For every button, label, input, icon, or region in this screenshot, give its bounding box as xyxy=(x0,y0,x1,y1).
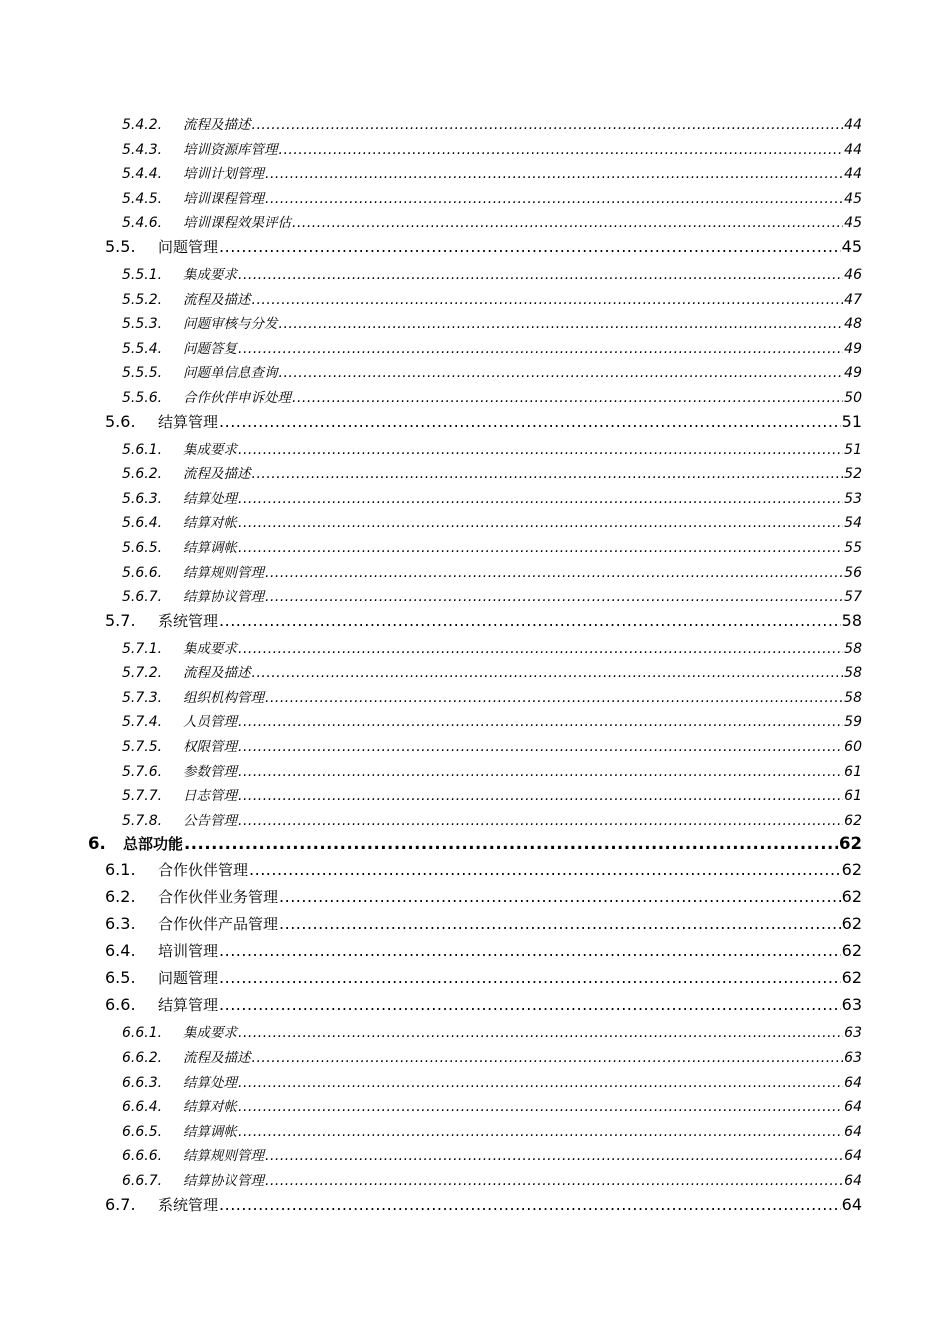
toc-entry[interactable] xyxy=(0,913,950,940)
toc-entry-page-number: 60 xyxy=(844,739,862,756)
toc-entry-number: 6.6.1. xyxy=(122,1025,163,1042)
toc-dot-leader xyxy=(184,834,838,853)
toc-entry-number: 6.4. xyxy=(105,941,136,961)
toc-entry-number: 5.5.1. xyxy=(122,266,163,283)
toc-entry-title: 问题管理 xyxy=(158,969,219,988)
toc-entry[interactable] xyxy=(0,686,950,711)
toc-dot-leader xyxy=(238,1124,843,1140)
toc-entry-page-number: 62 xyxy=(841,860,862,880)
toc-entry-number: 5.4.4. xyxy=(122,166,163,183)
toc-entry-page-number: 50 xyxy=(844,389,862,406)
toc-entry-page-number: 44 xyxy=(844,117,862,133)
toc-entry-page-number: 62 xyxy=(841,887,862,907)
toc-entry-page-number: 52 xyxy=(844,466,862,483)
toc-entry-number: 5.5.4. xyxy=(122,340,163,357)
toc-dot-leader xyxy=(219,995,841,1014)
toc-entry[interactable] xyxy=(0,833,950,859)
toc-entry[interactable] xyxy=(0,411,950,438)
toc-entry-title: 组织机构管理 xyxy=(183,689,264,706)
toc-entry-page-number: 64 xyxy=(844,1099,862,1116)
toc-entry-page-number: 58 xyxy=(844,689,862,706)
toc-dot-leader xyxy=(238,540,843,556)
toc-entry-page-number: 58 xyxy=(844,640,862,657)
toc-entry-number: 6.6.6. xyxy=(122,1148,163,1165)
toc-entry-title: 流程及描述 xyxy=(183,466,251,483)
toc-entry-page-number: 45 xyxy=(841,236,862,256)
toc-entry-title: 合作伙伴申诉处理 xyxy=(183,389,291,406)
toc-entry-title: 权限管理 xyxy=(183,739,237,756)
toc-entry-number: 5.5. xyxy=(105,236,136,256)
toc-entry-title: 培训课程效果评估 xyxy=(183,215,291,232)
toc-entry-number: 6.7. xyxy=(105,1194,136,1214)
toc-entry-title: 结算对帐 xyxy=(183,515,237,532)
toc-entry[interactable] xyxy=(0,312,950,337)
toc-entry-number: 6.1. xyxy=(105,860,136,880)
toc-entry-number: 5.4.6. xyxy=(122,215,163,232)
toc-entry-number: 5.6.4. xyxy=(122,515,163,532)
toc-entry[interactable] xyxy=(0,487,950,512)
toc-entry-title: 结算协议管理 xyxy=(183,1173,264,1189)
toc-entry-page-number: 51 xyxy=(844,441,862,458)
toc-dot-leader xyxy=(252,1050,844,1066)
toc-entry-page-number: 47 xyxy=(844,291,862,308)
toc-dot-leader xyxy=(238,515,843,531)
toc-entry-title: 合作伙伴管理 xyxy=(158,861,249,880)
toc-entry[interactable] xyxy=(0,361,950,386)
toc-entry-number: 6.6.5. xyxy=(122,1123,163,1140)
toc-entry[interactable] xyxy=(0,236,950,263)
toc-entry-title: 公告管理 xyxy=(183,812,237,829)
toc-dot-leader xyxy=(238,1099,843,1115)
toc-entry[interactable] xyxy=(0,1169,950,1194)
toc-entry-page-number: 57 xyxy=(844,589,862,606)
toc-entry-number: 5.4.5. xyxy=(122,190,163,207)
toc-dot-leader xyxy=(238,267,843,283)
toc-entry[interactable] xyxy=(0,809,950,834)
toc-entry-number: 6.6.4. xyxy=(122,1099,163,1116)
toc-entry[interactable] xyxy=(0,1144,950,1169)
toc-entry[interactable] xyxy=(0,187,950,212)
toc-entry-number: 5.4.3. xyxy=(122,141,163,158)
toc-entry-page-number: 55 xyxy=(844,539,862,556)
toc-entry-page-number: 45 xyxy=(844,215,862,232)
toc-dot-leader xyxy=(265,166,843,182)
toc-entry-title: 结算协议管理 xyxy=(183,589,264,606)
toc-entry-page-number: 56 xyxy=(844,564,862,581)
toc-entry-title: 流程及描述 xyxy=(183,665,251,682)
toc-entry-title: 结算管理 xyxy=(158,996,219,1015)
toc-entry-number: 5.5.6. xyxy=(122,389,163,406)
toc-entry-number: 5.7.3. xyxy=(122,689,163,706)
toc-entry-title: 结算规则管理 xyxy=(183,564,264,581)
toc-dot-leader xyxy=(219,412,841,431)
toc-entry-title: 合作伙伴产品管理 xyxy=(158,915,279,934)
toc-entry[interactable] xyxy=(0,735,950,760)
toc-entry-page-number: 62 xyxy=(841,914,862,934)
toc-dot-leader xyxy=(238,1025,843,1041)
toc-entry-title: 系统管理 xyxy=(158,1195,219,1214)
toc-dot-leader xyxy=(249,860,841,879)
toc-entry-page-number: 63 xyxy=(841,995,862,1015)
toc-dot-leader xyxy=(292,215,843,231)
toc-entry-title: 合作伙伴业务管理 xyxy=(158,888,279,907)
toc-dot-leader xyxy=(219,237,841,256)
toc-entry-page-number: 62 xyxy=(841,941,862,961)
toc-entry-number: 6.3. xyxy=(105,914,136,934)
toc-entry-title: 结算调帐 xyxy=(183,1123,237,1140)
toc-entry-title: 集成要求 xyxy=(183,441,237,458)
toc-entry[interactable] xyxy=(0,1071,950,1096)
toc-entry[interactable] xyxy=(0,263,950,288)
toc-dot-leader xyxy=(252,292,844,308)
toc-entry[interactable] xyxy=(0,760,950,785)
toc-entry-number: 5.5.3. xyxy=(122,316,163,333)
toc-entry[interactable] xyxy=(0,113,950,138)
toc-entry[interactable] xyxy=(0,337,950,362)
toc-dot-leader xyxy=(265,565,843,581)
toc-dot-leader xyxy=(252,466,844,482)
toc-entry-title: 培训资源库管理 xyxy=(183,141,278,158)
toc-entry-number: 5.6.2. xyxy=(122,466,163,483)
toc-entry-title: 流程及描述 xyxy=(183,291,251,308)
toc-entry-page-number: 61 xyxy=(844,763,862,780)
toc-entry-number: 5.7.2. xyxy=(122,665,163,682)
toc-dot-leader xyxy=(238,764,843,780)
toc-dot-leader xyxy=(219,1195,841,1214)
toc-entry-page-number: 44 xyxy=(844,141,862,158)
toc-entry-page-number: 59 xyxy=(844,714,862,731)
toc-entry-title: 集成要求 xyxy=(183,266,237,283)
toc-entry-title: 结算调帐 xyxy=(183,539,237,556)
toc-entry-page-number: 51 xyxy=(841,411,862,431)
toc-entry-title: 问题单信息查询 xyxy=(183,365,278,382)
toc-dot-leader xyxy=(238,641,843,657)
toc-dot-leader xyxy=(238,442,843,458)
toc-entry[interactable] xyxy=(0,386,950,411)
toc-entry-title: 结算处理 xyxy=(183,1074,237,1091)
toc-entry-title: 培训计划管理 xyxy=(183,166,264,183)
toc-dot-leader xyxy=(219,611,841,630)
toc-entry[interactable] xyxy=(0,967,950,994)
toc-entry-page-number: 49 xyxy=(844,340,862,357)
toc-entry-number: 5.5.5. xyxy=(122,365,163,382)
toc-entry[interactable] xyxy=(0,462,950,487)
toc-dot-leader xyxy=(279,365,844,381)
toc-entry-number: 6. xyxy=(88,834,106,854)
toc-entry-number: 5.6. xyxy=(105,411,136,431)
toc-entry-number: 5.7.8. xyxy=(122,812,163,829)
toc-dot-leader xyxy=(265,690,843,706)
toc-entry-number: 6.6.7. xyxy=(122,1173,163,1189)
toc-entry[interactable] xyxy=(0,710,950,735)
toc-entry[interactable] xyxy=(0,661,950,686)
toc-dot-leader xyxy=(265,589,843,605)
toc-entry-title: 参数管理 xyxy=(183,763,237,780)
toc-dot-leader xyxy=(238,1075,843,1091)
toc-entry[interactable] xyxy=(0,162,950,187)
toc-entry[interactable] xyxy=(0,994,950,1021)
toc-entry-number: 5.6.5. xyxy=(122,539,163,556)
toc-entry[interactable] xyxy=(0,288,950,313)
toc-entry-number: 6.6. xyxy=(105,995,136,1015)
toc-entry[interactable] xyxy=(0,886,950,913)
toc-entry-title: 培训管理 xyxy=(158,942,219,961)
toc-entry[interactable] xyxy=(0,1194,950,1221)
toc-dot-leader xyxy=(219,941,841,960)
toc-entry-number: 5.5.2. xyxy=(122,291,163,308)
toc-dot-leader xyxy=(238,341,843,357)
toc-entry[interactable] xyxy=(0,511,950,536)
toc-dot-leader xyxy=(265,191,843,207)
toc-entry[interactable] xyxy=(0,438,950,463)
toc-dot-leader xyxy=(292,390,843,406)
toc-dot-leader xyxy=(252,117,844,133)
toc-entry-page-number: 58 xyxy=(841,610,862,630)
toc-entry-number: 5.7.7. xyxy=(122,788,163,805)
toc-entry-page-number: 61 xyxy=(844,788,862,805)
toc-entry-title: 人员管理 xyxy=(183,714,237,731)
toc-entry-number: 5.7. xyxy=(105,610,136,630)
toc-dot-leader xyxy=(265,1148,843,1164)
toc-dot-leader xyxy=(265,1173,843,1189)
toc-entry-page-number: 44 xyxy=(844,166,862,183)
toc-entry-number: 6.5. xyxy=(105,968,136,988)
toc-dot-leader xyxy=(252,665,844,681)
toc-dot-leader xyxy=(238,491,843,507)
toc-entry[interactable] xyxy=(0,536,950,561)
toc-entry[interactable] xyxy=(0,1095,950,1120)
toc-entry-title: 问题审核与分发 xyxy=(183,316,278,333)
toc-entry-page-number: 64 xyxy=(844,1123,862,1140)
toc-entry-number: 5.7.6. xyxy=(122,763,163,780)
toc-dot-leader xyxy=(219,968,841,987)
toc-entry-number: 5.6.7. xyxy=(122,589,163,606)
toc-entry-title: 问题管理 xyxy=(158,237,219,256)
toc-entry-number: 5.7.1. xyxy=(122,640,163,657)
toc-entry-page-number: 48 xyxy=(844,316,862,333)
toc-dot-leader xyxy=(238,714,843,730)
toc-entry-title: 日志管理 xyxy=(183,788,237,805)
toc-entry[interactable] xyxy=(0,211,950,236)
toc-entry-page-number: 49 xyxy=(844,365,862,382)
toc-entry-page-number: 45 xyxy=(844,190,862,207)
toc-entry-title: 结算规则管理 xyxy=(183,1148,264,1165)
toc-entry-page-number: 64 xyxy=(844,1173,862,1189)
toc-entry-number: 5.6.1. xyxy=(122,441,163,458)
toc-entry-title: 结算管理 xyxy=(158,412,219,431)
toc-entry-title: 问题答复 xyxy=(183,340,237,357)
toc-dot-leader xyxy=(238,813,843,829)
toc-entry-number: 5.7.4. xyxy=(122,714,163,731)
toc-entry-page-number: 54 xyxy=(844,515,862,532)
toc-entry[interactable] xyxy=(0,610,950,637)
toc-entry[interactable] xyxy=(0,784,950,809)
toc-dot-leader xyxy=(279,142,844,158)
toc-entry-page-number: 63 xyxy=(844,1050,862,1067)
toc-entry-page-number: 63 xyxy=(844,1025,862,1042)
toc-entry[interactable] xyxy=(0,940,950,967)
toc-entry-page-number: 64 xyxy=(844,1074,862,1091)
toc-entry-page-number: 62 xyxy=(839,834,862,854)
toc-entry-number: 6.6.2. xyxy=(122,1050,163,1067)
toc-entry-page-number: 46 xyxy=(844,266,862,283)
toc-entry-title: 集成要求 xyxy=(183,640,237,657)
toc-entry-number: 5.4.2. xyxy=(122,117,163,133)
toc-entry-number: 6.2. xyxy=(105,887,136,907)
table-of-contents xyxy=(0,113,950,1221)
toc-entry-number: 5.6.3. xyxy=(122,490,163,507)
toc-entry[interactable] xyxy=(0,859,950,886)
toc-entry-title: 系统管理 xyxy=(158,611,219,630)
toc-entry-page-number: 58 xyxy=(844,665,862,682)
toc-entry-title: 集成要求 xyxy=(183,1025,237,1042)
toc-entry-title: 流程及描述 xyxy=(183,1050,251,1067)
toc-entry-page-number: 53 xyxy=(844,490,862,507)
toc-entry-number: 5.6.6. xyxy=(122,564,163,581)
toc-entry-number: 5.7.5. xyxy=(122,739,163,756)
toc-entry[interactable] xyxy=(0,1120,950,1145)
toc-entry-title: 流程及描述 xyxy=(183,117,251,133)
toc-dot-leader xyxy=(279,914,841,933)
toc-entry[interactable] xyxy=(0,138,950,163)
toc-entry[interactable] xyxy=(0,1046,950,1071)
toc-entry-page-number: 62 xyxy=(841,968,862,988)
toc-dot-leader xyxy=(238,788,843,804)
toc-entry[interactable] xyxy=(0,1021,950,1046)
toc-entry-page-number: 64 xyxy=(841,1194,862,1214)
toc-dot-leader xyxy=(279,316,844,332)
toc-entry[interactable] xyxy=(0,561,950,586)
toc-entry-page-number: 62 xyxy=(844,812,862,829)
toc-entry-title: 总部功能 xyxy=(123,835,184,854)
toc-dot-leader xyxy=(238,739,843,755)
toc-dot-leader xyxy=(279,887,841,906)
toc-entry-number: 6.6.3. xyxy=(122,1074,163,1091)
toc-entry-page-number: 64 xyxy=(844,1148,862,1165)
toc-entry-title: 结算处理 xyxy=(183,490,237,507)
toc-entry-title: 培训课程管理 xyxy=(183,190,264,207)
toc-entry-title: 结算对帐 xyxy=(183,1099,237,1116)
toc-entry[interactable] xyxy=(0,585,950,610)
toc-entry[interactable] xyxy=(0,637,950,662)
